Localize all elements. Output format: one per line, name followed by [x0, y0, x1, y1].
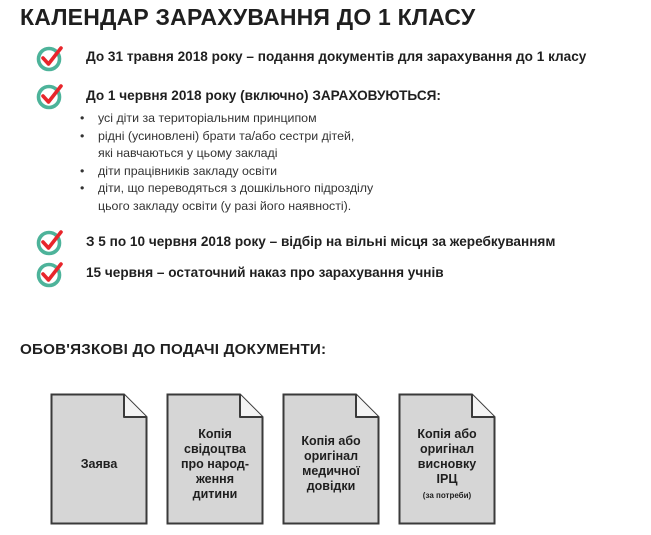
documents-title: ОБОВ'ЯЗКОВІ ДО ПОДАЧІ ДОКУМЕНТИ: — [20, 341, 327, 358]
document-label: Копія свідоцтва про народ- ження дитини — [181, 426, 249, 501]
document-card — [50, 393, 148, 525]
calendar-item-1: До 31 травня 2018 року – подання документів для зарахування до 1 класу — [86, 49, 587, 64]
calendar-item-3: З 5 по 10 червня 2018 року – відбір на вільні місця за жеребкуванням — [86, 234, 556, 249]
list-item: • діти працівників закладу освіти — [80, 163, 373, 181]
document-note: (за потреби) — [422, 491, 472, 500]
document-card — [166, 393, 264, 525]
check-icon — [36, 259, 66, 289]
check-icon — [36, 227, 66, 257]
calendar-item-4: 15 червня – остаточний наказ про зарахування учнів — [86, 265, 444, 280]
list-item: • рідні (усиновлені) брати та/або сестри дітей, які навчаються у цьому закладі — [80, 128, 373, 163]
check-icon — [36, 43, 66, 73]
enrollment-list — [80, 110, 373, 215]
list-item: • діти, що переводяться з дошкільного підрозділу цього закладу освіти (у разі його наявності). — [80, 180, 373, 215]
document-label: Копія або оригінал висновку ІРЦ (за потреби) — [417, 427, 477, 500]
page-title: КАЛЕНДАР ЗАРАХУВАННЯ ДО 1 КЛАСУ — [20, 4, 476, 30]
document-label: Заява — [80, 456, 118, 471]
document-label: Копія або оригінал медичної довідки — [301, 434, 361, 493]
list-item: • усі діти за територіальним принципом — [80, 110, 373, 128]
document-card — [398, 393, 496, 525]
check-icon — [36, 81, 66, 111]
document-card — [282, 393, 380, 525]
calendar-item-2: До 1 червня 2018 року (включно) ЗАРАХОВУЮТЬСЯ: — [86, 88, 441, 103]
